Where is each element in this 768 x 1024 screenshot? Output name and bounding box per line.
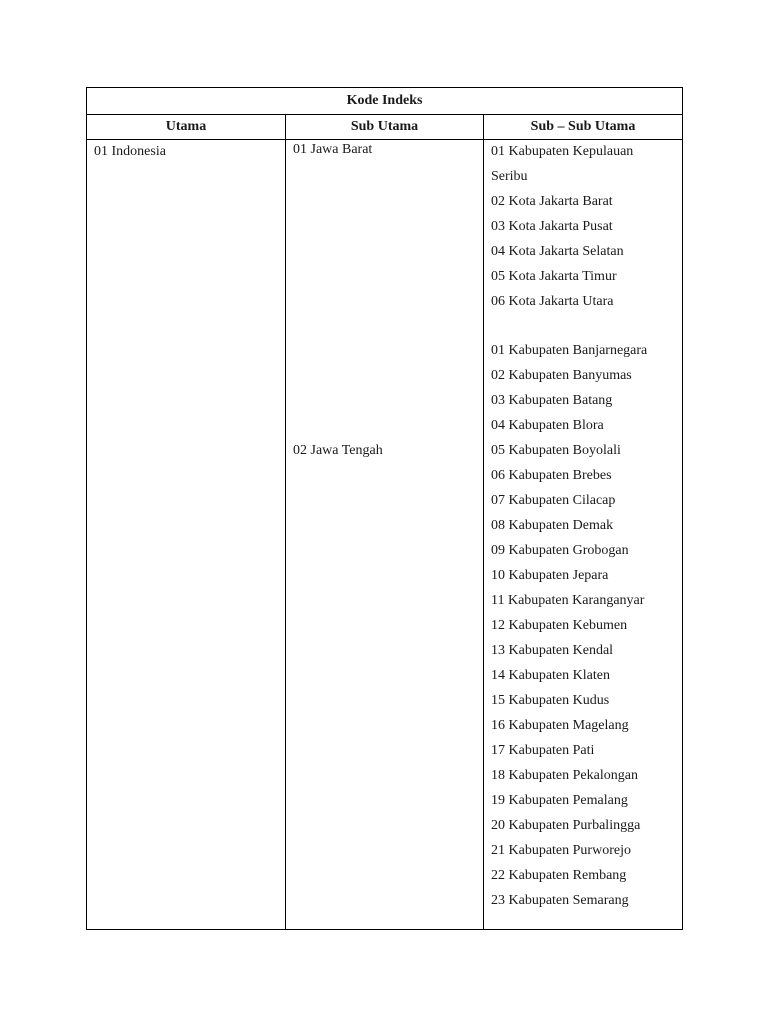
list-item: 19 Kabupaten Pemalang xyxy=(491,793,628,808)
group-spacer xyxy=(491,317,675,341)
header-row xyxy=(87,115,683,140)
list-item: 07 Kabupaten Cilacap xyxy=(491,493,616,508)
list-item: 08 Kabupaten Demak xyxy=(491,518,614,533)
list-item: 09 Kabupaten Grobogan xyxy=(491,543,629,558)
list-item: 11 Kabupaten Karanganyar xyxy=(491,593,645,608)
list-item: 15 Kabupaten Kudus xyxy=(491,693,610,708)
list-item: 05 Kabupaten Boyolali xyxy=(491,443,621,458)
list-item: 06 Kabupaten Brebes xyxy=(491,468,612,483)
list-item: 05 Kota Jakarta Timur xyxy=(491,269,617,284)
group-jawa-barat xyxy=(491,142,675,317)
sub-utama-jawa-barat: 01 Jawa Barat xyxy=(293,142,373,157)
header-sub-sub-utama: Sub – Sub Utama xyxy=(484,115,683,140)
list-item: 01 Kabupaten Banjarnegara xyxy=(491,343,648,358)
utama-cell xyxy=(87,140,286,930)
list-item: 03 Kota Jakarta Pusat xyxy=(491,219,613,234)
list-item: 01 Kabupaten Kepulauan xyxy=(491,144,634,159)
title-row xyxy=(87,88,683,115)
table-title: Kode Indeks xyxy=(87,88,683,115)
list-item: Seribu xyxy=(491,169,528,184)
sub-sub-utama-cell xyxy=(484,140,683,930)
list-item: 12 Kabupaten Kebumen xyxy=(491,618,628,633)
body-row xyxy=(87,140,683,930)
header-utama: Utama xyxy=(87,115,286,140)
list-item: 04 Kabupaten Blora xyxy=(491,418,604,433)
list-item: 02 Kabupaten Banyumas xyxy=(491,368,632,383)
list-item: 04 Kota Jakarta Selatan xyxy=(491,244,624,259)
sub-utama-cell xyxy=(286,140,484,930)
list-item: 17 Kabupaten Pati xyxy=(491,743,595,758)
list-item: 03 Kabupaten Batang xyxy=(491,393,613,408)
sub-utama-jawa-tengah: 02 Jawa Tengah xyxy=(293,443,383,458)
list-item: 22 Kabupaten Rembang xyxy=(491,868,627,883)
list-item: 18 Kabupaten Pekalongan xyxy=(491,768,638,783)
list-item: 14 Kabupaten Klaten xyxy=(491,668,610,683)
list-item: 06 Kota Jakarta Utara xyxy=(491,294,614,309)
kode-indeks-table xyxy=(86,87,683,930)
list-item: 20 Kabupaten Purbalingga xyxy=(491,818,641,833)
list-item: 10 Kabupaten Jepara xyxy=(491,568,609,583)
list-item: 02 Kota Jakarta Barat xyxy=(491,194,613,209)
header-sub-utama: Sub Utama xyxy=(286,115,484,140)
utama-value: 01 Indonesia xyxy=(94,144,166,159)
list-item: 16 Kabupaten Magelang xyxy=(491,718,629,733)
group-jawa-tengah xyxy=(491,341,675,916)
list-item: 23 Kabupaten Semarang xyxy=(491,893,629,908)
list-item: 13 Kabupaten Kendal xyxy=(491,643,614,658)
list-item: 21 Kabupaten Purworejo xyxy=(491,843,631,858)
